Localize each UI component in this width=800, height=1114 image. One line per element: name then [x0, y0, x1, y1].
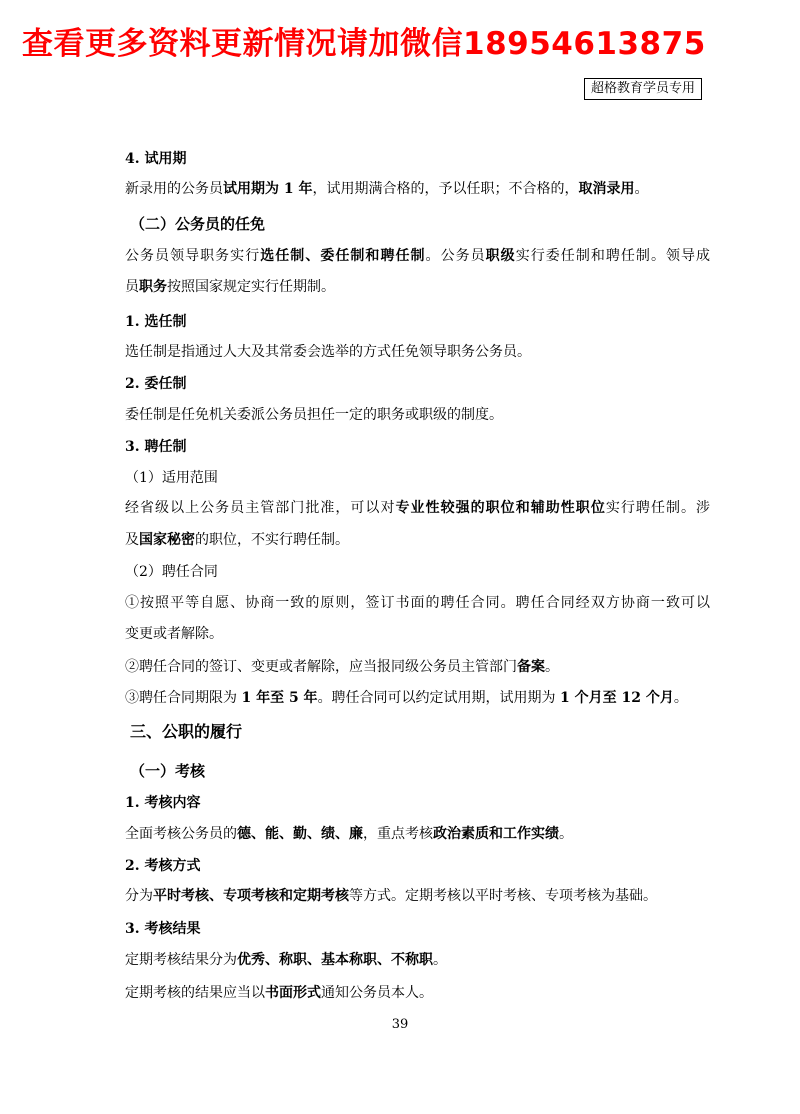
text-run: 选任制是指通过人大及其常委会选举的方式任免领导职务公务员。 [125, 344, 531, 360]
text-run: ②聘任合同的签订、变更或者解除，应当报同级公务员主管部门 [125, 659, 517, 675]
page-number: 39 [391, 1017, 409, 1032]
watermark-banner: 查看更多资料更新情况请加微信18954613875 [22, 26, 706, 62]
paragraph-probation [125, 178, 710, 200]
paragraph-contract-1-line2 [125, 623, 710, 645]
text-run: ③聘任合同期限为 [125, 690, 242, 706]
student-only-stamp: 超格教育学员专用 [584, 78, 702, 100]
text-run: 的职位，不实行聘任制。 [195, 532, 349, 548]
paragraph-contract-3 [125, 687, 710, 709]
text-run: 变更或者解除。 [125, 626, 223, 642]
bold-text: 职务 [139, 279, 167, 295]
paragraph-contract-1-line1 [125, 592, 710, 614]
text-run: 按照国家规定实行任期制。 [167, 279, 335, 295]
text-run: 。公务员 [425, 248, 486, 264]
paragraph-contract-2 [125, 656, 710, 678]
text-run: 。 [673, 690, 688, 706]
text-run: 经省级以上公务员主管部门批准，可以对 [125, 500, 396, 516]
heading-commission-system [125, 373, 710, 395]
text-run: 通知公务员本人。 [321, 985, 433, 1001]
text-run: 实行委任制和聘任制。领导成 [515, 248, 711, 264]
text-run: 定期考核结果分为 [125, 952, 237, 968]
bold-text: 政治素质和工作实绩 [433, 826, 559, 842]
bold-text: 平时考核、专项考核和定期考核 [153, 888, 349, 904]
paragraph-election-system [125, 341, 710, 363]
subheading-scope [125, 467, 710, 489]
text-run: 1. 选任制 [125, 314, 187, 330]
text-run: 及 [125, 532, 139, 548]
text-run: 。聘任合同可以约定试用期，试用期为 [317, 690, 561, 706]
section-heading-assessment [130, 760, 715, 782]
bold-text: 国家秘密 [139, 532, 195, 548]
text-run: 等方式。定期考核以平时考核、专项考核为基础。 [349, 888, 657, 904]
chapter-heading-duties [130, 721, 715, 743]
paragraph-appointment-line1 [125, 245, 710, 267]
text-run: 新录用的公务员 [125, 181, 223, 197]
text-run: （二）公务员的任免 [130, 215, 266, 233]
bold-text: 职级 [485, 248, 516, 264]
bold-text: 取消录用 [578, 181, 635, 197]
text-run: ，重点考核 [363, 826, 433, 842]
paragraph-assessment-result-2 [125, 982, 710, 1004]
text-run: 三、公职的履行 [130, 722, 243, 741]
heading-assessment-content [125, 792, 710, 814]
text-run: 1. 考核内容 [125, 795, 201, 811]
text-run: 实行聘任制。涉 [605, 500, 711, 516]
paragraph-appointment-line2 [125, 276, 710, 298]
paragraph-scope-line2 [125, 529, 710, 551]
bold-text: 德、能、勤、绩、廉 [237, 826, 363, 842]
heading-assessment-method [125, 855, 710, 877]
heading-election-system [125, 311, 710, 333]
text-run: ，试用期满合格的，予以任职；不合格的， [312, 181, 579, 197]
text-run: 3. 聘任制 [125, 439, 187, 455]
section-heading-appointment [130, 213, 715, 235]
text-run: 2. 考核方式 [125, 858, 201, 874]
bold-text: 优秀、称职、基本称职、不称职 [237, 952, 433, 968]
bold-text: 书面形式 [265, 985, 321, 1001]
text-run: 。 [559, 826, 573, 842]
text-run: 。 [634, 181, 649, 197]
text-run: 4. 试用期 [125, 151, 187, 167]
bold-text: 试用期为 1 年 [223, 181, 313, 197]
text-run: 。 [433, 952, 447, 968]
text-run: 2. 委任制 [125, 376, 187, 392]
text-run: 3. 考核结果 [125, 921, 201, 937]
heading-assessment-result [125, 918, 710, 940]
text-run: 分为 [125, 888, 153, 904]
bold-text: 1 年至 5 年 [241, 690, 318, 706]
bold-text: 选任制、委任制和聘任制 [260, 248, 426, 264]
text-run: 员 [125, 279, 139, 295]
paragraph-assessment-method [125, 885, 710, 907]
bold-text: 1 个月至 12 个月 [560, 690, 674, 706]
paragraph-assessment-result-1 [125, 949, 710, 971]
heading-probation [125, 148, 710, 170]
text-run: （一）考核 [130, 762, 206, 780]
text-run: ①按照平等自愿、协商一致的原则，签订书面的聘任合同。聘任合同经双方协商一致可以 [125, 595, 710, 611]
text-run: （2）聘任合同 [125, 564, 218, 580]
text-run: 全面考核公务员的 [125, 826, 237, 842]
subheading-contract [125, 561, 710, 583]
paragraph-scope-line1 [125, 497, 710, 519]
bold-text: 专业性较强的职位和辅助性职位 [395, 500, 606, 516]
text-run: 公务员领导职务实行 [125, 248, 261, 264]
paragraph-assessment-content [125, 823, 710, 845]
text-run: （1）适用范围 [125, 470, 218, 486]
text-run: 委任制是任免机关委派公务员担任一定的职务或职级的制度。 [125, 407, 503, 423]
heading-contract-system [125, 436, 710, 458]
text-run: 定期考核的结果应当以 [125, 985, 265, 1001]
bold-text: 备案 [517, 659, 545, 675]
paragraph-commission-system [125, 404, 710, 426]
text-run: 。 [545, 659, 559, 675]
